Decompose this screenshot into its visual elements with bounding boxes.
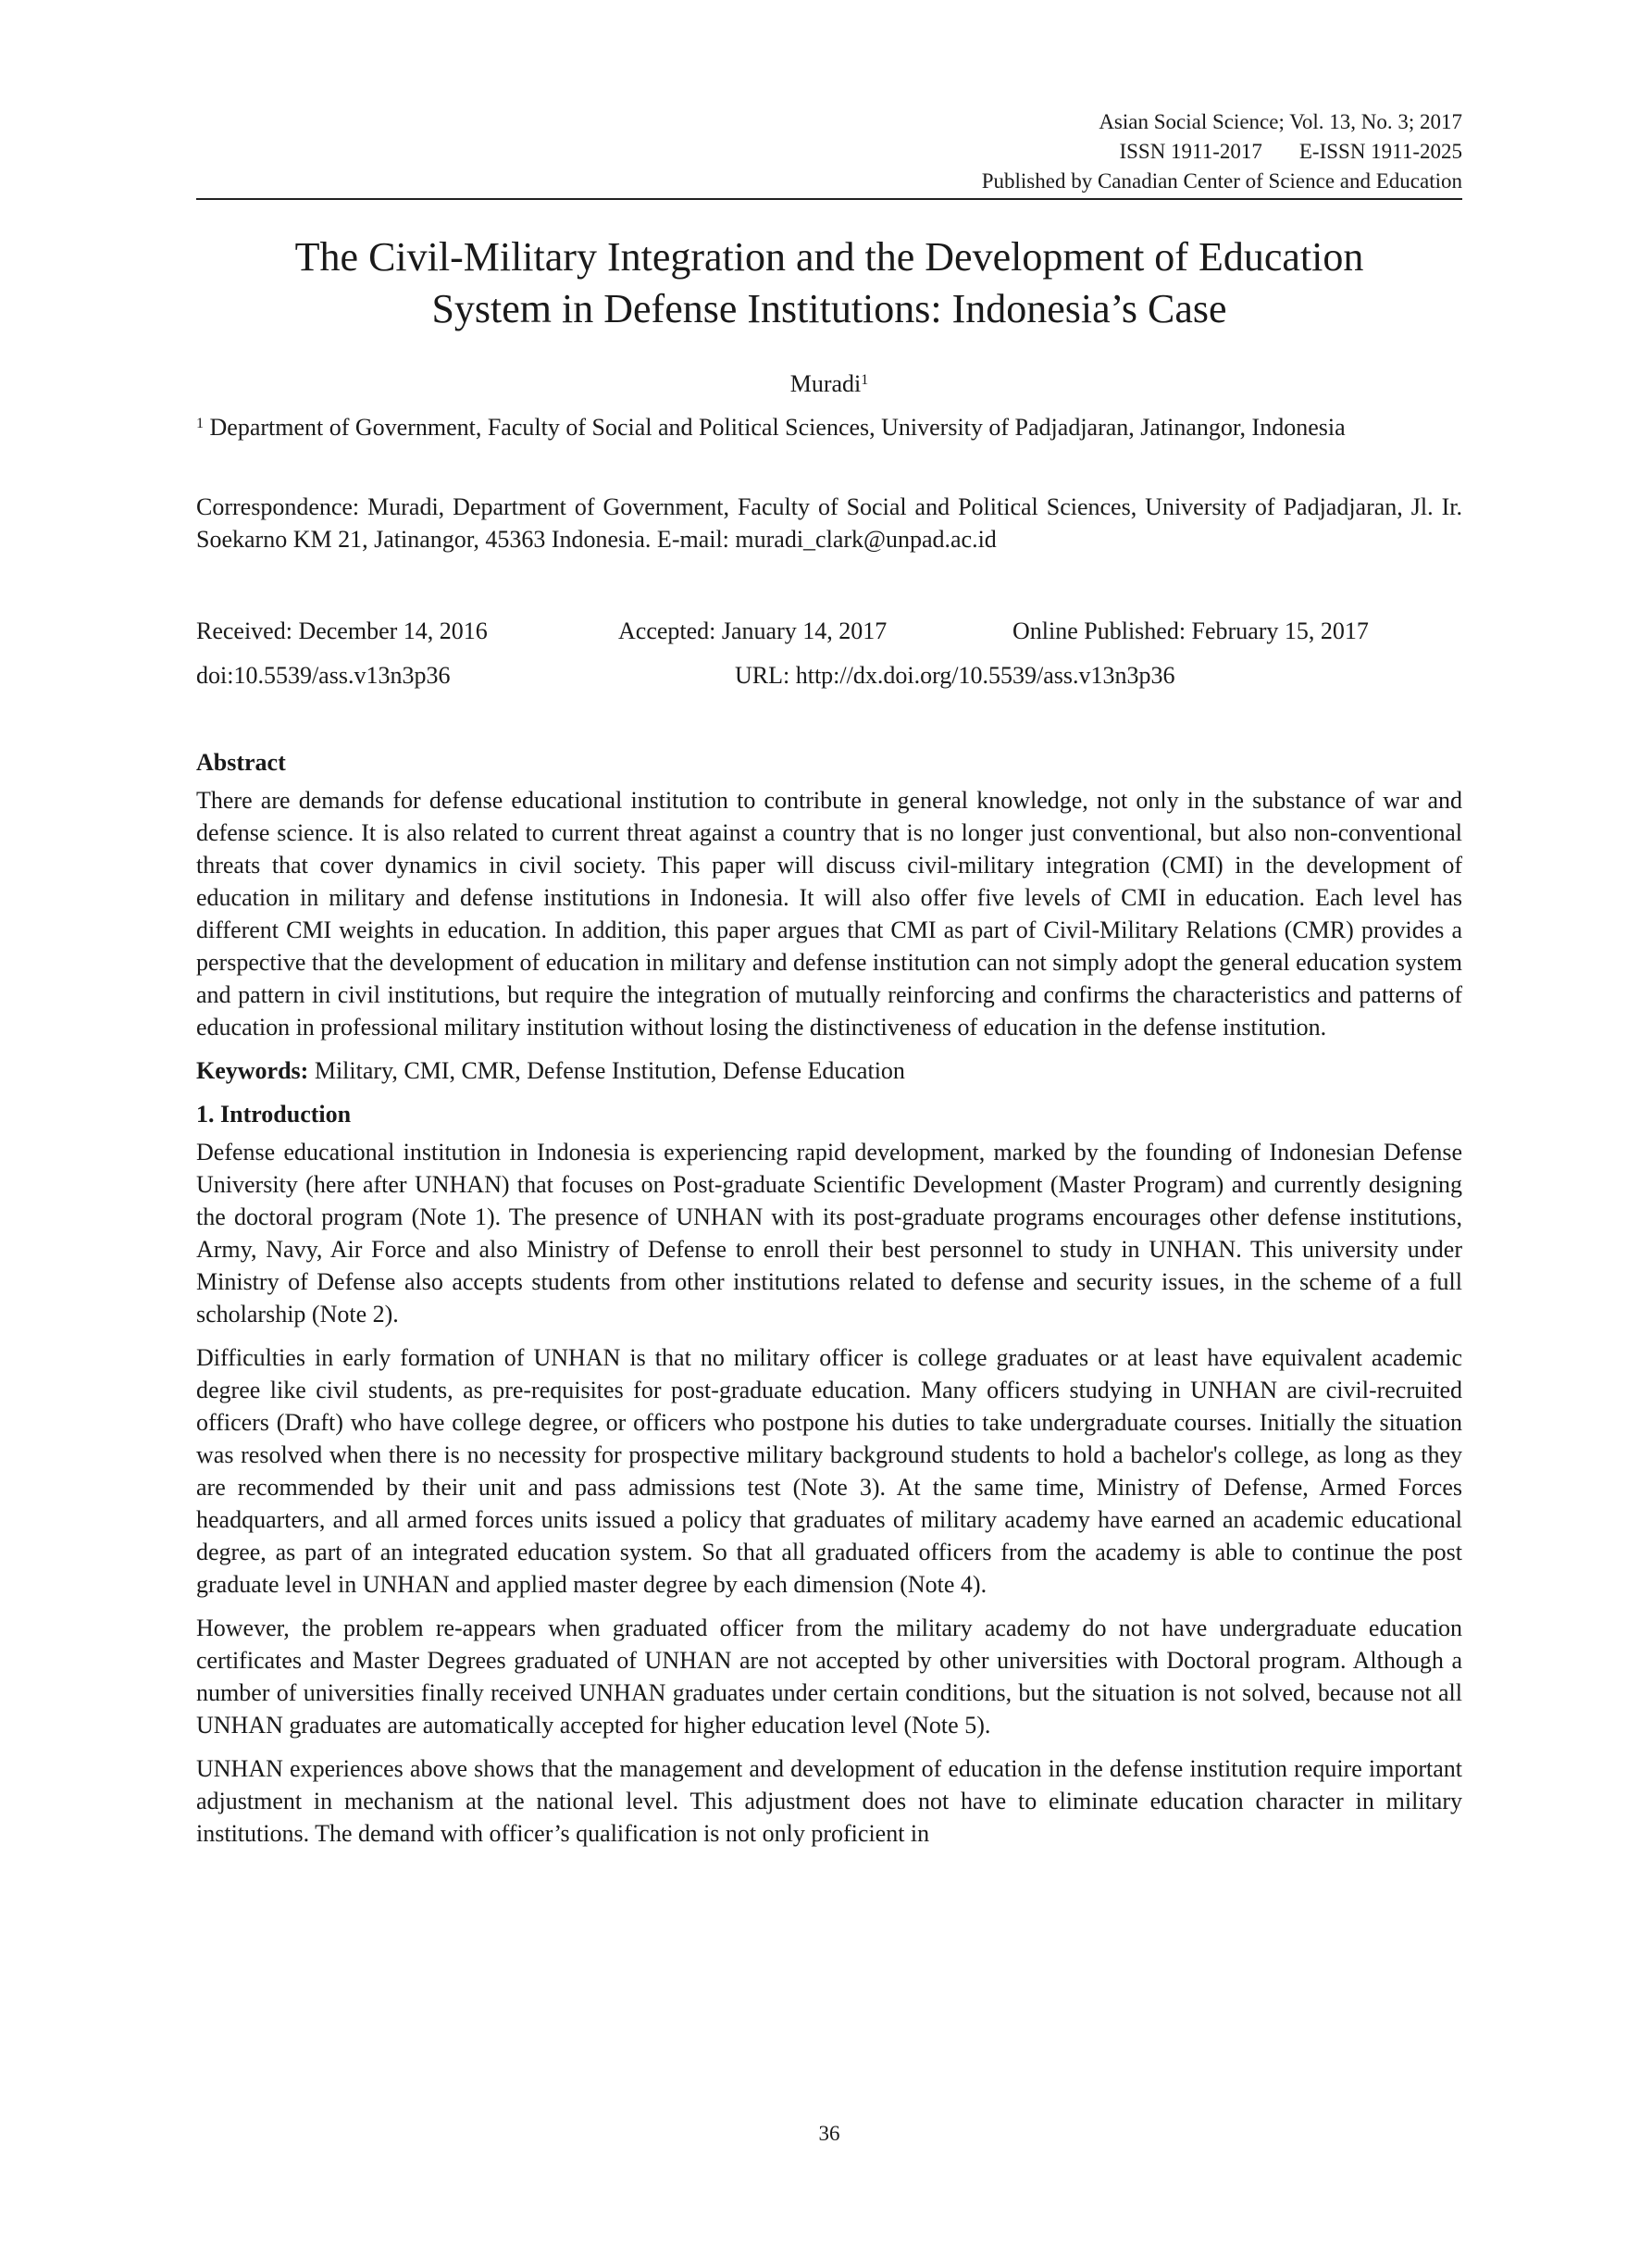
paper-title bbox=[196, 231, 1462, 335]
main-text bbox=[196, 746, 1462, 1861]
header-rule bbox=[196, 198, 1462, 200]
publisher: Published by Canadian Center of Science and Education bbox=[981, 169, 1462, 193]
title-line-2: System in Defense Institutions: Indonesia’s Case bbox=[431, 286, 1227, 331]
keywords bbox=[196, 1054, 1462, 1087]
publication-dates bbox=[196, 615, 1462, 704]
affiliation-mark: 1 bbox=[196, 416, 204, 431]
abstract-text: There are demands for defense educational institution to contribute in general knowledge, not only in the substance of war and defense science. It is also related to current threat against a country that is no longer just conventional, but also non-conventional threats that cover dynamics in civil society. This paper will discuss civil-military integration (CMI) in the development of education in military and defense institutions in Indonesia. It will also offer five levels of CMI in education. Each level has different CMI weights in education. In addition, this paper argues that CMI as part of Civil-Military Relations (CMR) provides a perspective that the development of education in military and defense institution can not simply adopt the general education system and pattern in civil institutions, but require the integration of mutually reinforcing and confirms the characteristics and patterns of education in professional military institution without losing the distinctiveness of education in the defense institution. bbox=[196, 787, 1462, 1041]
doi: doi:10.5539/ass.v13n3p36 bbox=[196, 662, 451, 689]
issn-line bbox=[982, 137, 1462, 167]
intro-paragraph-3: However, the problem re-appears when graduated officer from the military academy do not have undergraduate education certificates and Master Degrees graduated of UNHAN are not accepted by other universities with Doctoral program. Although a number of universities finally received UNHAN graduates under certain conditions, but the situation is not solved, because not all UNHAN graduates are automatically accepted for higher education level (Note 5). bbox=[196, 1614, 1462, 1739]
issn: ISSN 1911-2017 bbox=[1119, 140, 1262, 163]
doi-url[interactable]: URL: http://dx.doi.org/10.5539/ass.v13n3p36 bbox=[735, 662, 1175, 689]
eissn: E-ISSN 1911-2025 bbox=[1298, 140, 1462, 163]
correspondence-text: Correspondence: Muradi, Department of Government, Faculty of Social and Political Sciences, University of Padjadjaran, Jl. Ir. Soekarno KM 21, Jatinangor, 45363 Indonesia. E-mail: muradi_clark@unpad.ac.id bbox=[196, 493, 1462, 553]
received-date: Received: December 14, 2016 bbox=[196, 617, 488, 644]
keywords-label: Keywords: bbox=[196, 1057, 309, 1084]
affiliation bbox=[196, 411, 1462, 443]
page-number: 36 bbox=[818, 2122, 840, 2145]
abstract-heading: Abstract bbox=[196, 749, 286, 776]
title-line-1: The Civil-Military Integration and the Development of Education bbox=[294, 234, 1364, 280]
intro-paragraph-4: UNHAN experiences above shows that the management and development of education in the defense institution require important adjustment in mechanism at the national level. This adjustment does not have to eliminate education character in military institutions. The demand with officer’s qualification is not only proficient in bbox=[196, 1755, 1462, 1847]
running-header bbox=[982, 107, 1462, 196]
intro-paragraph-1: Defense educational institution in Indonesia is experiencing rapid development, marked by the founding of Indonesian Defense University (here after UNHAN) that focuses on Post-graduate Scientific Development (Master Program) and currently designing the doctoral program (Note 1). The presence of UNHAN with its post-graduate programs encourages other defense institutions, Army, Navy, Air Force and also Ministry of Defense to enroll their best personnel to study in UNHAN. This university under Ministry of Defense also accepts students from other institutions related to defense and security issues, in the scheme of a full scholarship (Note 2). bbox=[196, 1139, 1462, 1328]
affiliation-text: Department of Government, Faculty of Social and Political Sciences, University of Padjadjaran, Jatinangor, Indonesia bbox=[209, 414, 1346, 441]
introduction-heading: 1. Introduction bbox=[196, 1101, 352, 1128]
correspondence bbox=[196, 491, 1462, 555]
author-affiliation-mark: 1 bbox=[861, 372, 869, 388]
published-date: Online Published: February 15, 2017 bbox=[1012, 617, 1369, 644]
accepted-date: Accepted: January 14, 2017 bbox=[618, 617, 888, 644]
journal-citation: Asian Social Science; Vol. 13, No. 3; 2017 bbox=[1099, 110, 1462, 133]
keywords-text: Military, CMI, CMR, Defense Institution, Defense Education bbox=[314, 1057, 905, 1084]
author-line bbox=[196, 368, 1462, 400]
intro-paragraph-2: Difficulties in early formation of UNHAN is that no military officer is college graduates or at least have equivalent academic degree like civil students, as pre-requisites for post-graduate education. Many officers studying in UNHAN are civil-recruited officers (Draft) who have college degree, or officers who postpone his duties to take undergraduate courses. Initially the situation was resolved when there is no necessity for prospective military background students to hold a bachelor's college, as long as they are recommended by their unit and pass admissions test (Note 3). At the same time, Ministry of Defense, Armed Forces headquarters, and all armed forces units issued a policy that graduates of military academy have earned an academic educational degree, as part of an integrated education system. So that all graduated officers from the academy is able to continue the post graduate level in UNHAN and applied master degree by each dimension (Note 4). bbox=[196, 1344, 1462, 1598]
author-name: Muradi bbox=[789, 370, 862, 397]
